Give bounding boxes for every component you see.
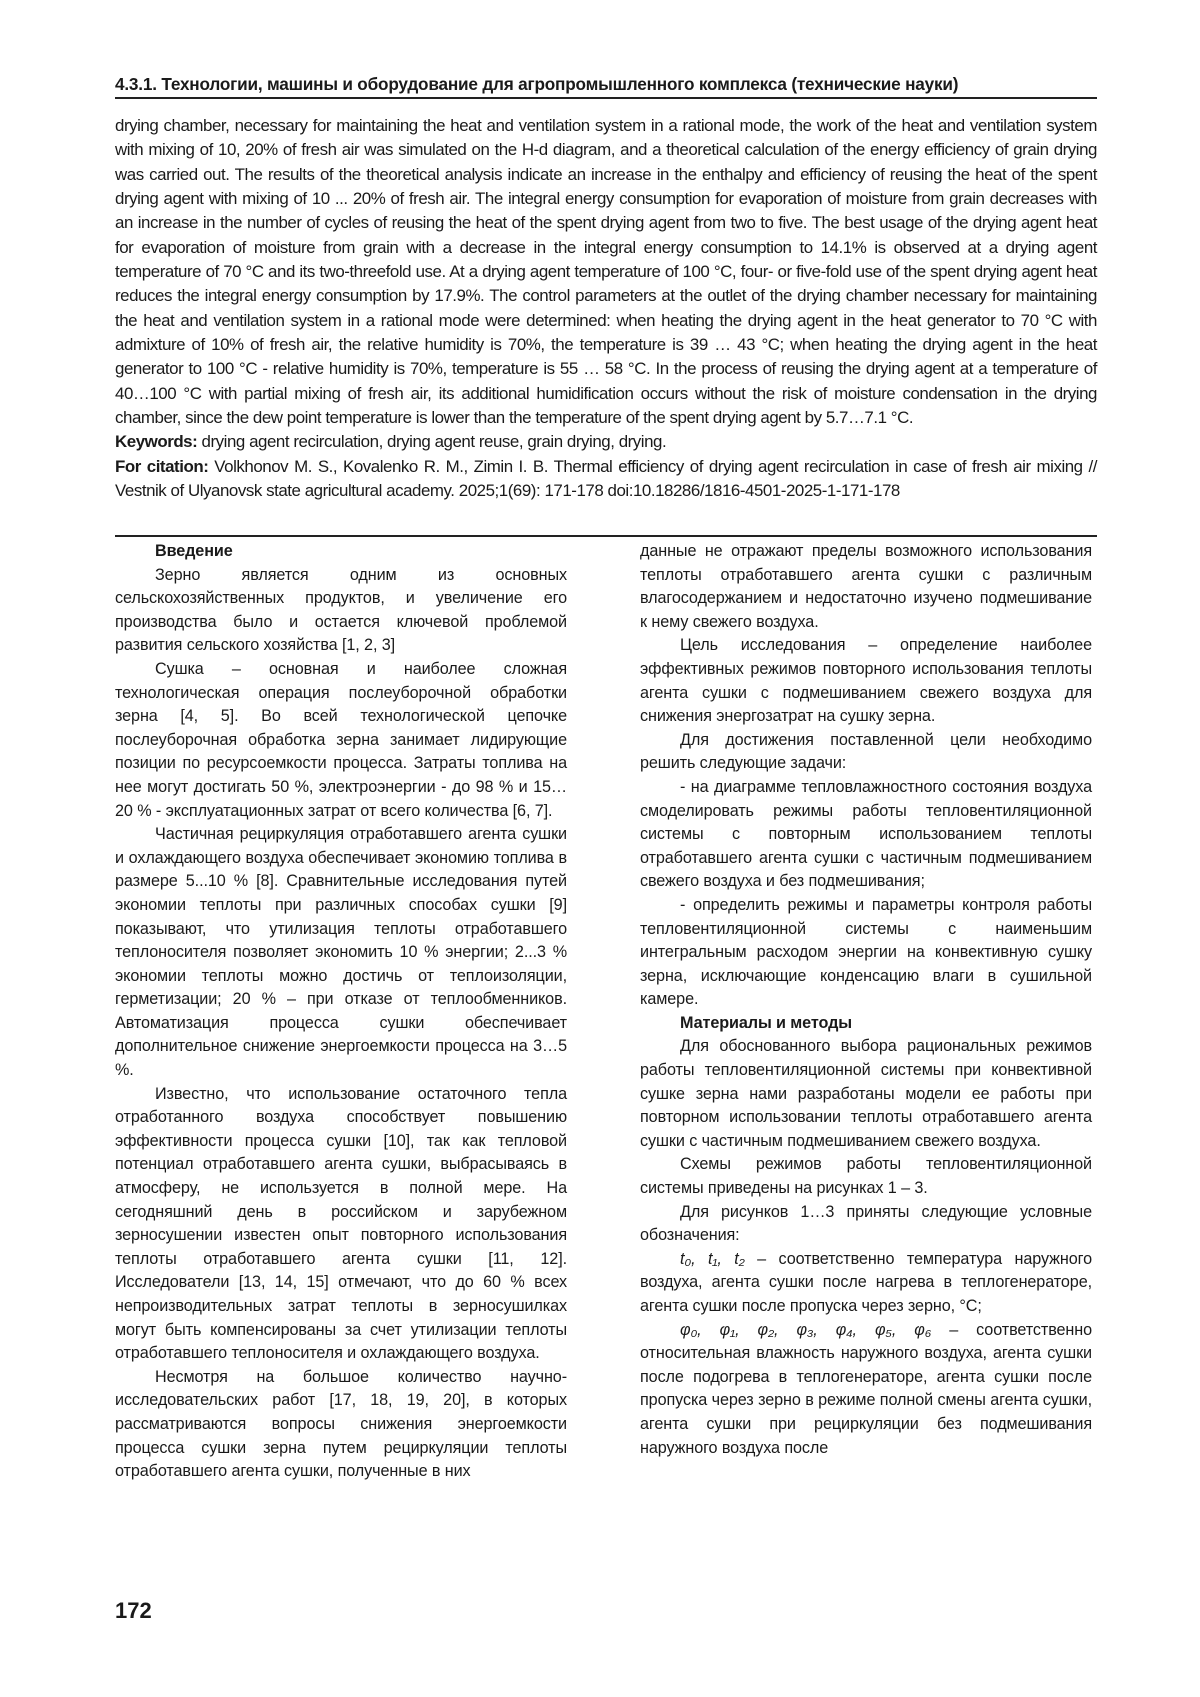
paragraph-text: – соответственно относительная влажность наружного воздуха, агента сушки после подогрева в теплогенераторе, агента сушки после пропуска через зерно в режиме полной смены агента сушки, агента сушки при рециркуляции без подмешивания наружного воздуха после (640, 1321, 1092, 1457)
keywords-text: drying agent recirculation, drying agent reuse, grain drying, drying. (197, 432, 666, 451)
citation-text: Volkhonov M. S., Kovalenko R. M., Zimin I. B. Thermal efficiency of drying agent recirculation in case of fresh air mixing // Vestnik of Ulyanovsk state agricultural academy. 2025;1(69): 171-178 doi:10.18286/1816-4501-2025-1-171-178 (115, 457, 1097, 500)
citation-line (115, 455, 1097, 504)
paragraph: - на диаграмме тепловлажностного состояния воздуха смоделировать режимы работы тепловентиляционной системы с повторным использованием теплоты отработавшего агента сушки с частичным подмешиванием свежего воздуха и без подмешивания; (640, 776, 1092, 894)
paragraph: Зерно является одним из основных сельскохозяйственных продуктов, и увеличение его производства было и остается ключевой проблемой развития сельского хозяйства [1, 2, 3] (115, 564, 567, 658)
paragraph: данные не отражают пределы возможного использования теплоты отработавшего агента сушки с различным влагосодержанием и недостаточно изучено подмешивание к нему свежего воздуха. (640, 540, 1092, 634)
right-column (640, 540, 1092, 1460)
paragraph: Для рисунков 1…3 приняты следующие условные обозначения: (640, 1201, 1092, 1248)
humidity-symbols: φ₀, φ₁, φ₂, φ₃, φ₄, φ₅, φ₆ (680, 1321, 931, 1339)
paragraph: Для достижения поставленной цели необходимо решить следующие задачи: (640, 729, 1092, 776)
section-divider (115, 535, 1097, 537)
paragraph (640, 1248, 1092, 1319)
paragraph-text: – соответственно температура наружного воздуха, агента сушки после нагрева в теплогенераторе, агента сушки после пропуска через зерно, °С; (640, 1250, 1092, 1315)
paragraph: - определить режимы и параметры контроля работы тепловентиляционной системы с наименьшим интегральным расходом энергии на конвективную сушку зерна, исключающие конденсацию влаги в сушильной камере. (640, 894, 1092, 1012)
methods-heading: Материалы и методы (640, 1012, 1092, 1036)
keywords-line (115, 430, 1097, 454)
temperature-symbols: t₀, t₁, t₂ (680, 1250, 745, 1268)
running-header: 4.3.1. Технологии, машины и оборудование для агропромышленного комплекса (технические науки) (115, 74, 1097, 95)
paragraph (640, 1319, 1092, 1461)
abstract-text: drying chamber, necessary for maintaining the heat and ventilation system in a rational mode, the work of the heat and ventilation system with mixing of 10, 20% of fresh air was simulated on the H-d diagram, and a theoretical calculation of the energy efficiency of grain drying was carried out. The results of the theoretical analysis indicate an increase in the enthalpy and efficiency of reusing the heat of the spent drying agent with mixing of 10 ... 20% of fresh air. The integral energy consumption for evaporation of moisture from grain decreases with an increase in the number of cycles of reusing the heat of the spent drying agent from two to five. The best usage of the drying agent heat for evaporation of moisture from grain with a decrease in the integral energy consumption to 14.1% is observed at a drying agent temperature of 70 °C and its two-threefold use. At a drying agent temperature of 100 °C, four- or five-fold use of the spent drying agent heat reduces the integral energy consumption by 17.9%. The control parameters at the outlet of the drying chamber necessary for maintaining the heat and ventilation system in a rational mode were determined: when heating the drying agent in the heat generator to 70 °C with admixture of 10% of fresh air, the relative humidity is 70%, the temperature is 39 … 43 °C; when heating the drying agent in the heat generator to 100 °C - relative humidity is 70%, temperature is 55 … 58 °C. In the process of reusing the drying agent at a temperature of 40…100 °C with partial mixing of fresh air, its additional humidification occurs without the risk of moisture condensation in the drying chamber, since the dew point temperature is lower than the temperature of the spent drying agent by 5.7…7.1 °C. (115, 114, 1097, 430)
abstract-section (115, 114, 1097, 504)
paragraph: Частичная рециркуляция отработавшего агента сушки и охлаждающего воздуха обеспечивает экономию топлива в размере 5...10 % [8]. Сравнительные исследования путей экономии теплоты при различных способах сушки [9] показывают, что утилизация теплоты отработавшего теплоносителя позволяет экономить 10 % энергии; 2...3 % экономии теплоты можно достичь от теплоизоляции, герметизации; 20 % – при отказе от теплообменников. Автоматизация процесса сушки обеспечивает дополнительное снижение энергоемкости процесса на 3…5 %. (115, 823, 567, 1083)
citation-label: For citation: (115, 457, 208, 476)
left-column (115, 540, 567, 1484)
paragraph: Цель исследования – определение наиболее эффективных режимов повторного использования теплоты агента сушки с подмешиванием свежего воздуха для снижения энергозатрат на сушку зерна. (640, 634, 1092, 728)
paragraph: Несмотря на большое количество научно-исследовательских работ [17, 18, 19, 20], в которых рассматриваются вопросы снижения энергоемкости процесса сушки зерна путем рециркуляции теплоты отработавшего агента сушки, полученные в них (115, 1366, 567, 1484)
intro-heading: Введение (115, 540, 567, 564)
paragraph: Для обоснованного выбора рациональных режимов работы тепловентиляционной системы при конвективной сушке зерна нами разработаны модели ее работы при повторном использовании теплоты отработавшего агента сушки с частичным подмешиванием свежего воздуха. (640, 1035, 1092, 1153)
keywords-label: Keywords: (115, 432, 197, 451)
paragraph: Известно, что использование остаточного тепла отработанного воздуха способствует повышению эффективности процесса сушки [10], так как тепловой потенциал отработавшего агента сушки, выбрасываясь в атмосферу, не используется в полной мере. На сегодняшний день в российском и зарубежном зерносушении известен опыт повторного использования теплоты отработавшего агента сушки [11, 12]. Исследователи [13, 14, 15] отмечают, что до 60 % всех непроизводительных затрат теплоты в зерносушилках могут быть компенсированы за счет утилизации теплоты отработавшего теплоносителя и охлаждающего воздуха. (115, 1083, 567, 1366)
paragraph: Схемы режимов работы тепловентиляционной системы приведены на рисунках 1 – 3. (640, 1153, 1092, 1200)
page-number: 172 (115, 1598, 152, 1624)
paragraph: Сушка – основная и наиболее сложная технологическая операция послеуборочной обработки зерна [4, 5]. Во всей технологической цепочке послеуборочная обработка зерна занимает лидирующие позиции по ресурсоемкости процесса. Затраты топлива на нее могут достигать 50 %, электроэнергии - до 98 % и 15…20 % - эксплуатационных затрат от всего количества [6, 7]. (115, 658, 567, 823)
header-divider (115, 97, 1097, 99)
